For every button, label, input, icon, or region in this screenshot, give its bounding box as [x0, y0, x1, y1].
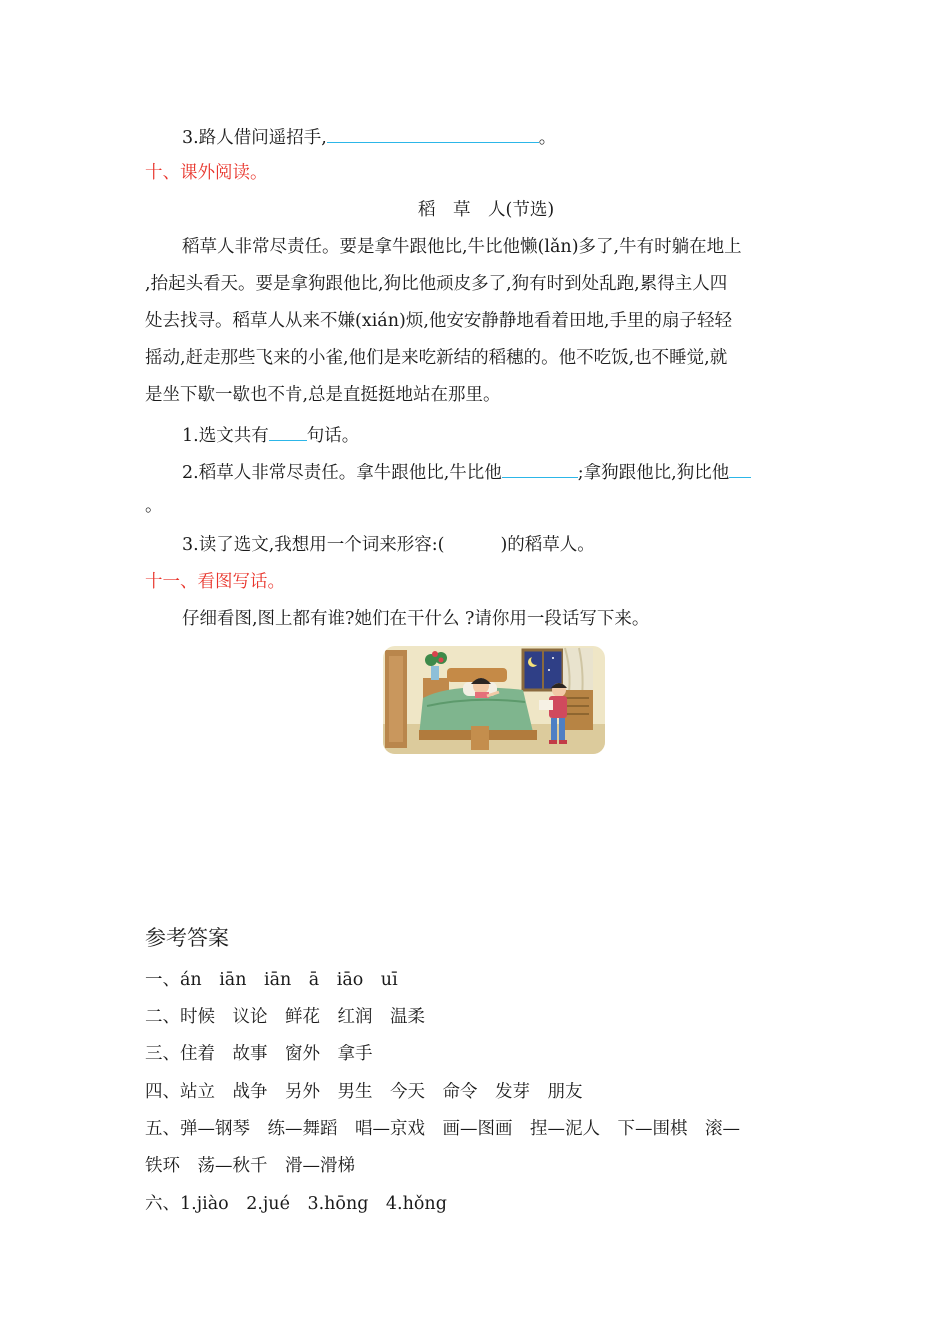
q10-item1: 1.选文共有 句话。	[182, 422, 359, 448]
passage-line: 摇动,赶走那些飞来的小雀,他们是来吃新结的稻穗的。他不吃饭,也不睡觉,就	[145, 348, 728, 368]
answer-blank[interactable]	[269, 422, 307, 441]
passage-title: 稻 草 人(节选)	[418, 200, 555, 220]
writing-prompt: 仔细看图,图上都有谁?她们在干什么 ?请你用一段话写下来。	[182, 609, 650, 629]
answers-heading: 参考答案	[145, 926, 229, 950]
section-11-heading: 十一、看图写话。	[145, 572, 285, 592]
answer-blank[interactable]	[502, 459, 578, 478]
section-10-heading: 十、课外阅读。	[145, 163, 268, 183]
passage-line: 是坐下歇一歇也不肯,总是直挺挺地站在那里。	[145, 385, 501, 405]
answer-line: 一、án iān iān ā iāo uī	[145, 970, 398, 990]
q9-item3: 3.路人借问遥招手, 。	[182, 124, 556, 150]
answer-line: 六、1.jiào 2.jué 3.hōng 4.hǒng	[145, 1194, 447, 1214]
q10-item3: 3.读了选文,我想用一个词来形容:( )的稻草人。	[182, 535, 595, 555]
answer-line: 二、时候 议论 鲜花 红润 温柔	[145, 1007, 425, 1027]
passage-line: 处去找寻。稻草人从来不嫌(xián)烦,他安安静静地看着田地,手里的扇子轻轻	[145, 311, 732, 331]
picture-mother-sick-in-bed	[383, 646, 605, 754]
answer-blank[interactable]	[729, 459, 751, 478]
answer-line: 三、住着 故事 窗外 拿手	[145, 1044, 373, 1064]
answer-blank[interactable]	[327, 124, 539, 143]
passage-line: ,抬起头看天。要是拿狗跟他比,狗比他顽皮多了,狗有时到处乱跑,累得主人四	[145, 274, 728, 294]
passage-line: 稻草人非常尽责任。要是拿牛跟他比,牛比他懒(lǎn)多了,牛有时躺在地上	[182, 237, 742, 257]
answer-line: 五、弹—钢琴 练—舞蹈 唱—京戏 画—图画 捏—泥人 下—围棋 滚—	[145, 1119, 740, 1139]
q10-item2: 2.稻草人非常尽责任。拿牛跟他比,牛比他 ;拿狗跟他比,狗比他	[182, 459, 751, 485]
answer-line: 四、站立 战争 另外 男生 今天 命令 发芽 朋友	[145, 1082, 583, 1102]
q10-item2-end: 。	[145, 496, 163, 516]
answer-line: 铁环 荡—秋千 滑—滑梯	[145, 1156, 355, 1176]
